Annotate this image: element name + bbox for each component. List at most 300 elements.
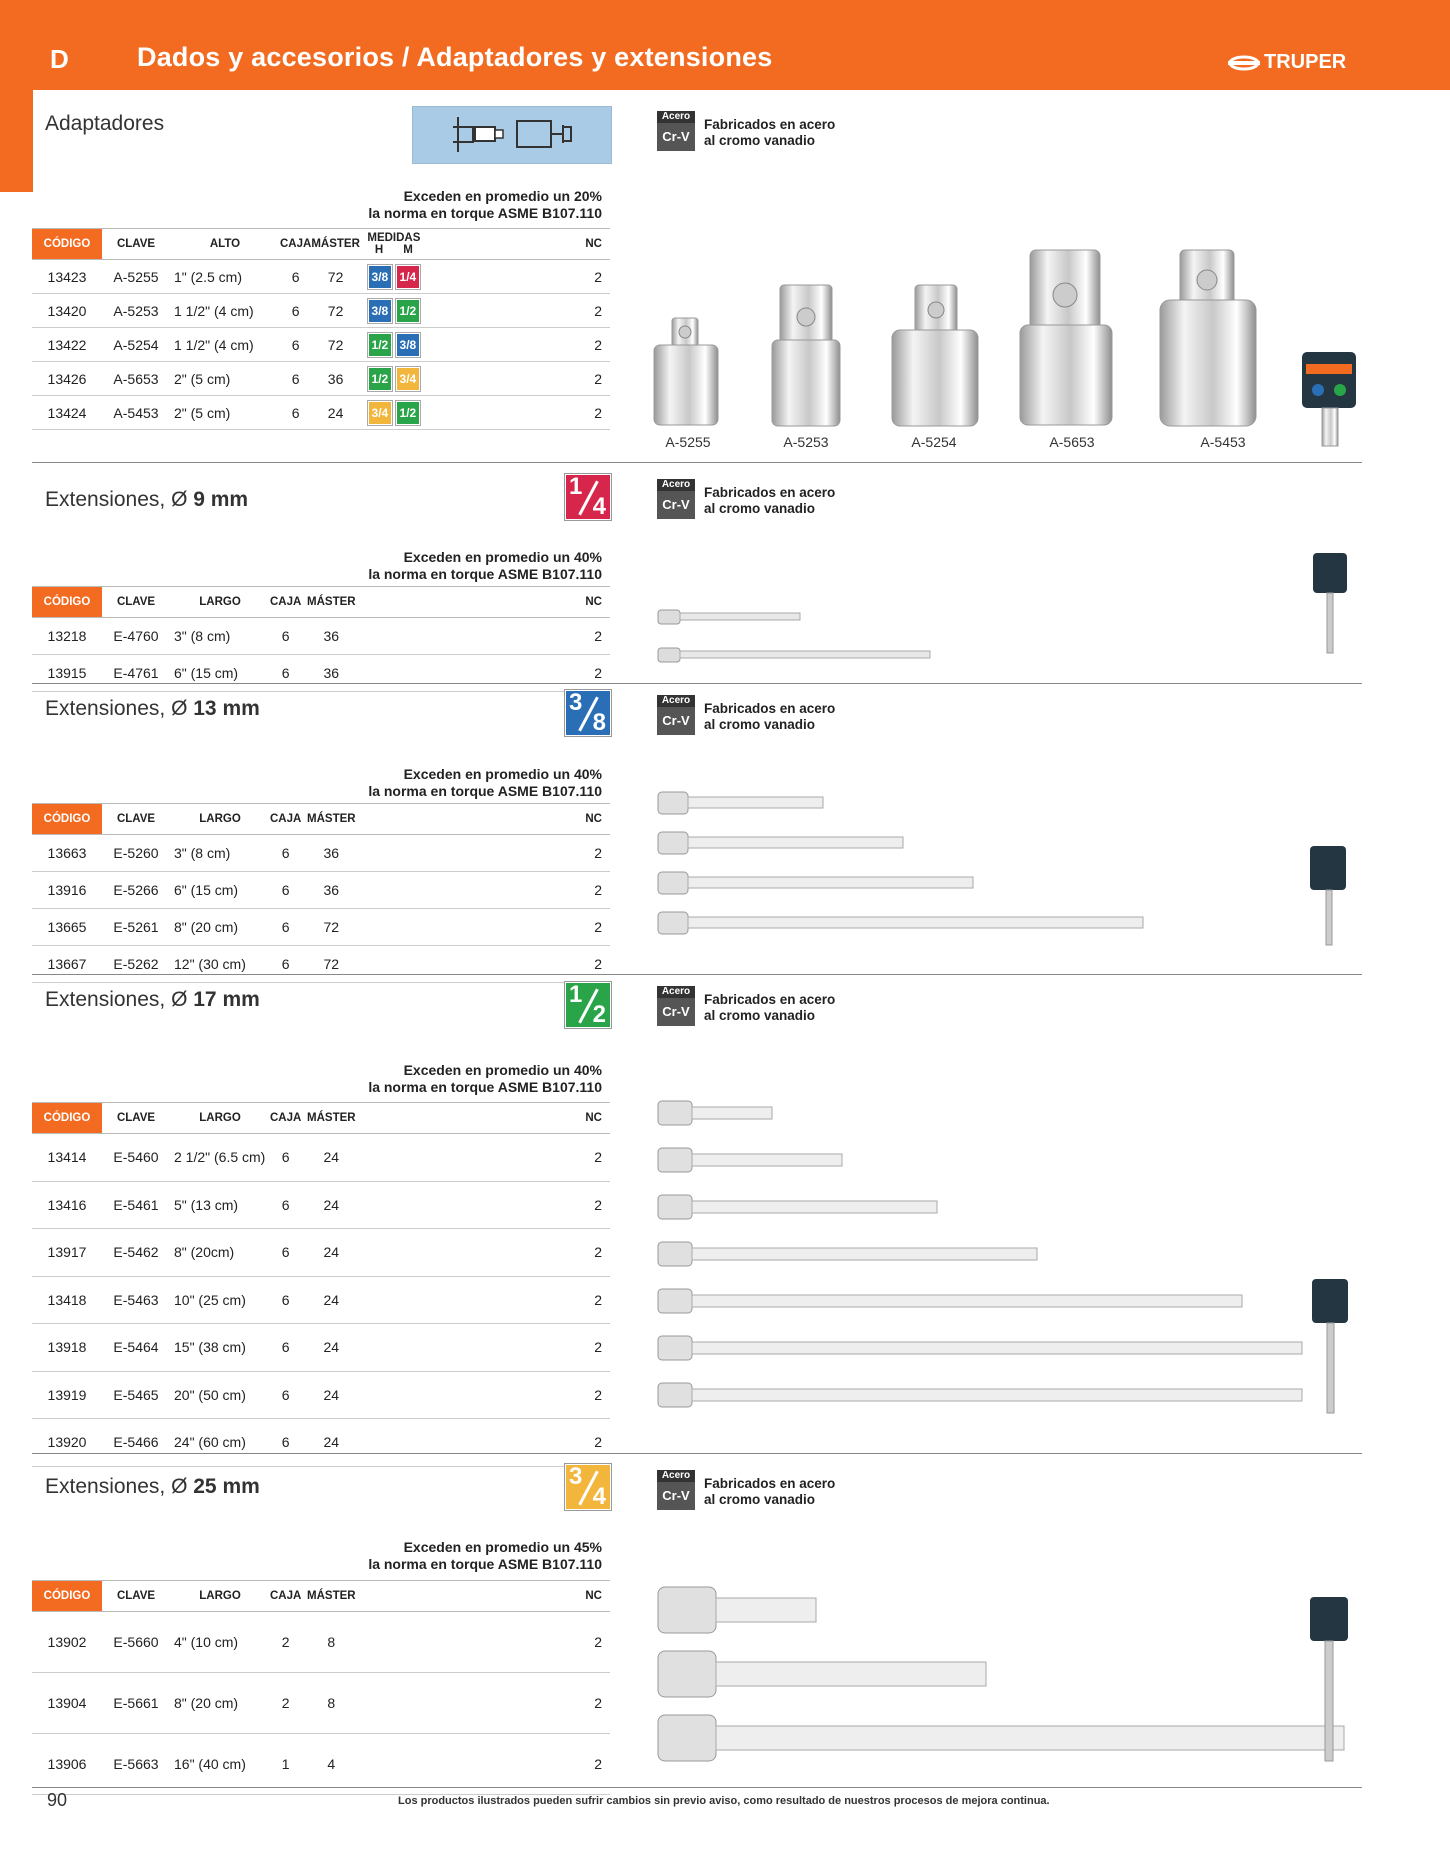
col-largo: LARGO [170,1103,270,1134]
cell-clave: A-5253 [102,294,170,328]
cell-master: 24 [301,1181,361,1229]
material-tag: Acero [657,1470,695,1482]
crv-badge-ext17 [657,986,847,1032]
note-text: Exceden en promedio un [403,1539,574,1555]
note-percent: 20% [573,188,602,204]
material-text [704,701,835,733]
cell-largo: 8" (20cm) [170,1229,270,1277]
material-text [704,1476,835,1508]
cell-caja: 6 [270,835,301,872]
cell-nc: 2 [428,294,610,328]
size-badge-m: 1/2 [396,401,420,425]
product-label-a5453: A-5453 [1200,434,1246,450]
badge-numerator: 3 [569,1463,583,1490]
col-largo: LARGO [170,1581,270,1612]
col-clave: CLAVE [102,1581,170,1612]
crv-badge-ext13 [657,695,847,741]
brand-name: TRUPER [1264,51,1347,73]
torque-note-ext25 [300,1539,602,1573]
cell-caja: 2 [270,1612,301,1673]
cell-largo: 8" (20 cm) [170,1673,270,1734]
cell-nc: 2 [428,396,610,430]
table-row [32,618,610,655]
material-line2: al cromo vanadio [704,1492,816,1507]
cell-nc: 2 [428,362,610,396]
cell-caja: 6 [270,1229,301,1277]
cell-largo: 20" (50 cm) [170,1371,270,1419]
cell-largo: 24" (60 cm) [170,1419,270,1467]
cell-largo: 6" (15 cm) [170,655,270,692]
cell-medidas [360,328,428,362]
crv-badge-adaptadores [657,111,847,157]
col-codigo: CÓDIGO [32,229,102,260]
badge-numerator: 1 [569,981,583,1008]
cell-clave: E-5661 [102,1673,170,1734]
title-text: Extensiones, Ø [45,697,194,720]
note-percent: 45% [573,1539,602,1555]
cell-codigo: 13663 [32,835,102,872]
col-nc: NC [361,587,610,618]
adapter-a5253 [772,285,840,426]
material-code: Cr-V [657,707,695,735]
cell-medidas [360,294,428,328]
crv-badge-ext9 [657,479,847,525]
material-line1: Fabricados en acero [704,117,836,132]
cell-nc: 2 [361,1276,610,1324]
cell-clave: E-5266 [102,872,170,909]
disclaimer: Los productos ilustrados pueden sufrir cambios sin previo aviso, como resultado de nuestros procesos de mejora continua. [398,1795,1050,1807]
cell-master: 72 [311,294,360,328]
col-clave: CLAVE [102,587,170,618]
cell-largo: 2 1/2" (6.5 cm) [170,1134,270,1182]
cell-nc: 2 [361,655,610,692]
cell-nc: 2 [361,1419,610,1467]
cell-caja: 6 [280,396,311,430]
title-text: Extensiones, Ø [45,488,194,511]
cell-clave: E-5260 [102,835,170,872]
table-row [32,872,610,909]
divider [32,974,1362,975]
cell-largo: 8" (20 cm) [170,909,270,946]
cell-codigo: 13917 [32,1229,102,1277]
badge-denominator: 4 [592,493,606,520]
cell-largo: 15" (38 cm) [170,1324,270,1372]
table-row [32,1612,610,1673]
table-row [32,260,610,294]
col-codigo: CÓDIGO [32,1103,102,1134]
cell-clave: A-5453 [102,396,170,430]
cell-master: 24 [301,1134,361,1182]
adapter-diagram [412,106,612,164]
torque-note-ext9 [300,549,602,583]
torque-note-adaptadores [300,188,602,222]
col-caja: CAJA [270,804,301,835]
material-text [704,485,835,517]
cell-caja: 6 [280,328,311,362]
cell-caja: 1 [270,1734,301,1795]
material-line1: Fabricados en acero [704,485,836,500]
cell-clave: E-5466 [102,1419,170,1467]
cell-nc: 2 [361,1324,610,1372]
cell-nc: 2 [361,1734,610,1795]
size-badge-h: 3/8 [368,299,392,323]
table-row [32,1134,610,1182]
note-text: Exceden en promedio un [403,1062,574,1078]
cell-clave: E-5465 [102,1371,170,1419]
adapter-products [650,240,1370,460]
title-text: Extensiones, Ø [45,988,194,1011]
cell-nc: 2 [361,1612,610,1673]
cell-nc: 2 [361,1134,610,1182]
spec-table-ext25 [32,1580,610,1795]
note-text: Exceden en promedio un [403,766,574,782]
cell-caja: 6 [270,1419,301,1467]
size-badge-m: 3/8 [396,333,420,357]
cell-caja: 6 [270,1371,301,1419]
col-master: MÁSTER [301,587,361,618]
cell-caja: 6 [270,655,301,692]
cell-nc: 2 [361,1181,610,1229]
size-badge-m: 3/4 [396,367,420,391]
cell-codigo: 13414 [32,1134,102,1182]
material-tag: Acero [657,986,695,998]
cell-clave: E-5460 [102,1134,170,1182]
cell-codigo: 13915 [32,655,102,692]
cell-caja: 6 [270,1276,301,1324]
torque-note-ext13 [300,766,602,800]
table-row [32,1371,610,1419]
material-text [704,117,835,149]
col-largo: LARGO [170,587,270,618]
cell-nc: 2 [428,260,610,294]
note-standard: la norma en torque ASME B107.110 [368,1079,602,1095]
cell-clave: E-5262 [102,946,170,983]
table-row [32,328,610,362]
cell-largo: 12" (30 cm) [170,946,270,983]
material-code: Cr-V [657,491,695,519]
cell-clave: E-5660 [102,1612,170,1673]
title-text: Extensiones, Ø [45,1475,194,1498]
section-letter: D [50,44,69,74]
adapter-a5453 [1160,250,1256,426]
product-label-a5253: A-5253 [783,434,829,450]
badge-numerator: 1 [569,473,583,500]
size-badge-m: 1/4 [396,265,420,289]
cell-caja: 6 [280,362,311,396]
adapter-a5254 [892,285,978,426]
material-line1: Fabricados en acero [704,992,836,1007]
material-text [704,992,835,1024]
material-line2: al cromo vanadio [704,1008,816,1023]
cell-medidas [360,260,428,294]
brand-logo [1228,51,1346,74]
col-codigo: CÓDIGO [32,1581,102,1612]
cell-caja: 6 [270,946,301,983]
cell-codigo: 13667 [32,946,102,983]
divider [32,1453,1362,1454]
note-percent: 40% [573,1062,602,1078]
page-title: Dados y accesorios / Adaptadores y extensiones [137,42,773,72]
table-row [32,1181,610,1229]
cell-nc: 2 [361,618,610,655]
table-row [32,396,610,430]
cell-codigo: 13904 [32,1673,102,1734]
cell-codigo: 13918 [32,1324,102,1372]
cell-codigo: 13902 [32,1612,102,1673]
cell-largo: 5" (13 cm) [170,1181,270,1229]
cell-master: 24 [301,1324,361,1372]
size-badge-h: 1/2 [368,333,392,357]
cell-clave: A-5254 [102,328,170,362]
note-percent: 40% [573,766,602,782]
spec-table-ext17 [32,1102,610,1467]
cell-clave: E-5462 [102,1229,170,1277]
table-row [32,835,610,872]
table-row [32,946,610,983]
table-row [32,909,610,946]
cell-caja: 6 [270,1181,301,1229]
cell-master: 72 [311,260,360,294]
cell-codigo: 13665 [32,909,102,946]
cell-caja: 6 [270,909,301,946]
cell-clave: A-5255 [102,260,170,294]
section-title-ext9 [45,488,248,512]
material-code: Cr-V [657,1482,695,1510]
section-title-ext13 [45,697,260,721]
cell-medidas [360,362,428,396]
product-label-a5254: A-5254 [911,434,957,450]
cell-caja: 2 [270,1673,301,1734]
cell-master: 36 [301,872,361,909]
cell-master: 72 [311,328,360,362]
col-codigo: CÓDIGO [32,804,102,835]
col-clave: CLAVE [102,229,170,260]
cell-alto: 1" (2.5 cm) [170,260,280,294]
cell-master: 24 [301,1229,361,1277]
cell-largo: 4" (10 cm) [170,1612,270,1673]
material-line2: al cromo vanadio [704,717,816,732]
ext9-products [650,550,1370,680]
medidas-h: H [374,244,384,256]
material-line2: al cromo vanadio [704,133,816,148]
note-standard: la norma en torque ASME B107.110 [368,205,602,221]
cell-clave: E-5461 [102,1181,170,1229]
cell-clave: E-5663 [102,1734,170,1795]
col-master: MÁSTER [301,1581,361,1612]
cell-clave: E-4761 [102,655,170,692]
section-title-ext17 [45,988,260,1012]
size-badge-h: 3/4 [368,401,392,425]
cell-master: 24 [301,1419,361,1467]
ext17-products [650,1095,1370,1415]
col-largo: LARGO [170,804,270,835]
cell-caja: 6 [270,1134,301,1182]
cell-nc: 2 [361,1229,610,1277]
col-caja: CAJA [270,587,301,618]
spec-table-ext13 [32,803,610,983]
cell-master: 36 [301,618,361,655]
drive-badge-three-quarters [565,1464,611,1510]
cell-codigo: 13420 [32,294,102,328]
cell-caja: 6 [270,1324,301,1372]
cell-codigo: 13424 [32,396,102,430]
note-standard: la norma en torque ASME B107.110 [368,566,602,582]
cell-clave: E-5463 [102,1276,170,1324]
material-line1: Fabricados en acero [704,701,836,716]
size-badge-h: 1/2 [368,367,392,391]
cell-nc: 2 [428,328,610,362]
table-row [32,1734,610,1795]
title-size: 9 mm [193,488,249,511]
table-row [32,1276,610,1324]
cell-largo: 10" (25 cm) [170,1276,270,1324]
cell-master: 8 [301,1612,361,1673]
cell-master: 72 [301,909,361,946]
table-row [32,294,610,328]
note-standard: la norma en torque ASME B107.110 [368,783,602,799]
title-size: 13 mm [193,697,260,720]
cell-largo: 6" (15 cm) [170,872,270,909]
cell-caja: 6 [270,618,301,655]
col-nc: NC [361,1103,610,1134]
adapter-a5255 [654,318,718,425]
col-nc: NC [361,1581,610,1612]
col-master: MÁSTER [301,1103,361,1134]
material-tag: Acero [657,111,695,123]
spec-table-adaptadores [32,228,610,430]
cell-master: 72 [301,946,361,983]
material-code: Cr-V [657,123,695,151]
truper-emblem-icon [1228,55,1260,71]
medidas-m: M [403,244,413,256]
badge-denominator: 2 [592,1001,606,1028]
badge-denominator: 4 [592,1483,606,1510]
cell-master: 4 [301,1734,361,1795]
section-title-adaptadores: Adaptadores [45,112,165,135]
cell-alto: 2" (5 cm) [170,362,280,396]
col-nc: NC [428,229,610,260]
cell-clave: E-5464 [102,1324,170,1372]
table-row [32,362,610,396]
col-clave: CLAVE [102,804,170,835]
cell-largo: 3" (8 cm) [170,618,270,655]
col-caja: CAJA [270,1581,301,1612]
cell-clave: A-5653 [102,362,170,396]
cell-largo: 3" (8 cm) [170,835,270,872]
cell-codigo: 13418 [32,1276,102,1324]
note-text: Exceden en promedio un [403,549,574,565]
cell-master: 24 [311,396,360,430]
cell-alto: 2" (5 cm) [170,396,280,430]
cell-codigo: 13916 [32,872,102,909]
cell-master: 36 [311,362,360,396]
cell-nc: 2 [361,872,610,909]
adapter-a5653 [1020,250,1112,425]
note-standard: la norma en torque ASME B107.110 [368,1556,602,1572]
col-master: MÁSTER [301,804,361,835]
ext13-products [650,780,1370,950]
medidas-label: MEDIDAS [367,232,421,244]
drive-badge-three-eighths [565,690,611,736]
cell-caja: 6 [270,872,301,909]
cell-medidas [360,396,428,430]
material-code: Cr-V [657,998,695,1026]
size-badge-h: 3/8 [368,265,392,289]
badge-numerator: 3 [569,689,583,716]
title-size: 25 mm [193,1475,260,1498]
table-row [32,1419,610,1467]
table-row [32,655,610,692]
divider [32,683,1362,684]
col-caja: CAJA [280,229,311,260]
spec-table-ext9 [32,586,610,692]
divider [32,462,1362,463]
product-label-a5255: A-5255 [665,434,711,450]
cell-codigo: 13422 [32,328,102,362]
cell-nc: 2 [361,909,610,946]
col-medidas [360,229,428,260]
cell-alto: 1 1/2" (4 cm) [170,294,280,328]
col-clave: CLAVE [102,1103,170,1134]
material-tag: Acero [657,479,695,491]
section-title-ext25 [45,1475,260,1499]
crv-badge-ext25 [657,1470,847,1516]
cell-codigo: 13920 [32,1419,102,1467]
table-row [32,1673,610,1734]
table-row [32,1324,610,1372]
cell-nc: 2 [361,1673,610,1734]
cell-master: 24 [301,1276,361,1324]
col-nc: NC [361,804,610,835]
cell-codigo: 13906 [32,1734,102,1795]
cell-nc: 2 [361,946,610,983]
cell-master: 24 [301,1371,361,1419]
cell-codigo: 13423 [32,260,102,294]
size-badge-m: 1/2 [396,299,420,323]
cell-codigo: 13218 [32,618,102,655]
badge-denominator: 8 [592,709,606,736]
material-tag: Acero [657,695,695,707]
drive-badge-half [565,982,611,1028]
adapter-package [1302,352,1356,446]
col-master: MÁSTER [311,229,360,260]
page-number: 90 [47,1790,68,1810]
cell-master: 36 [301,655,361,692]
cell-codigo: 13416 [32,1181,102,1229]
cell-clave: E-5261 [102,909,170,946]
product-label-a5653: A-5653 [1049,434,1095,450]
cell-nc: 2 [361,835,610,872]
col-codigo: CÓDIGO [32,587,102,618]
section-tab [0,90,33,192]
ext25-products [650,1575,1370,1785]
table-row [32,1229,610,1277]
divider [32,1787,1362,1788]
cell-largo: 16" (40 cm) [170,1734,270,1795]
col-caja: CAJA [270,1103,301,1134]
title-size: 17 mm [193,988,260,1011]
col-alto: ALTO [170,229,280,260]
cell-caja: 6 [280,294,311,328]
cell-master: 8 [301,1673,361,1734]
material-line2: al cromo vanadio [704,501,816,516]
cell-codigo: 13426 [32,362,102,396]
cell-alto: 1 1/2" (4 cm) [170,328,280,362]
material-line1: Fabricados en acero [704,1476,836,1491]
note-text: Exceden en promedio un [403,188,574,204]
cell-caja: 6 [280,260,311,294]
cell-master: 36 [301,835,361,872]
